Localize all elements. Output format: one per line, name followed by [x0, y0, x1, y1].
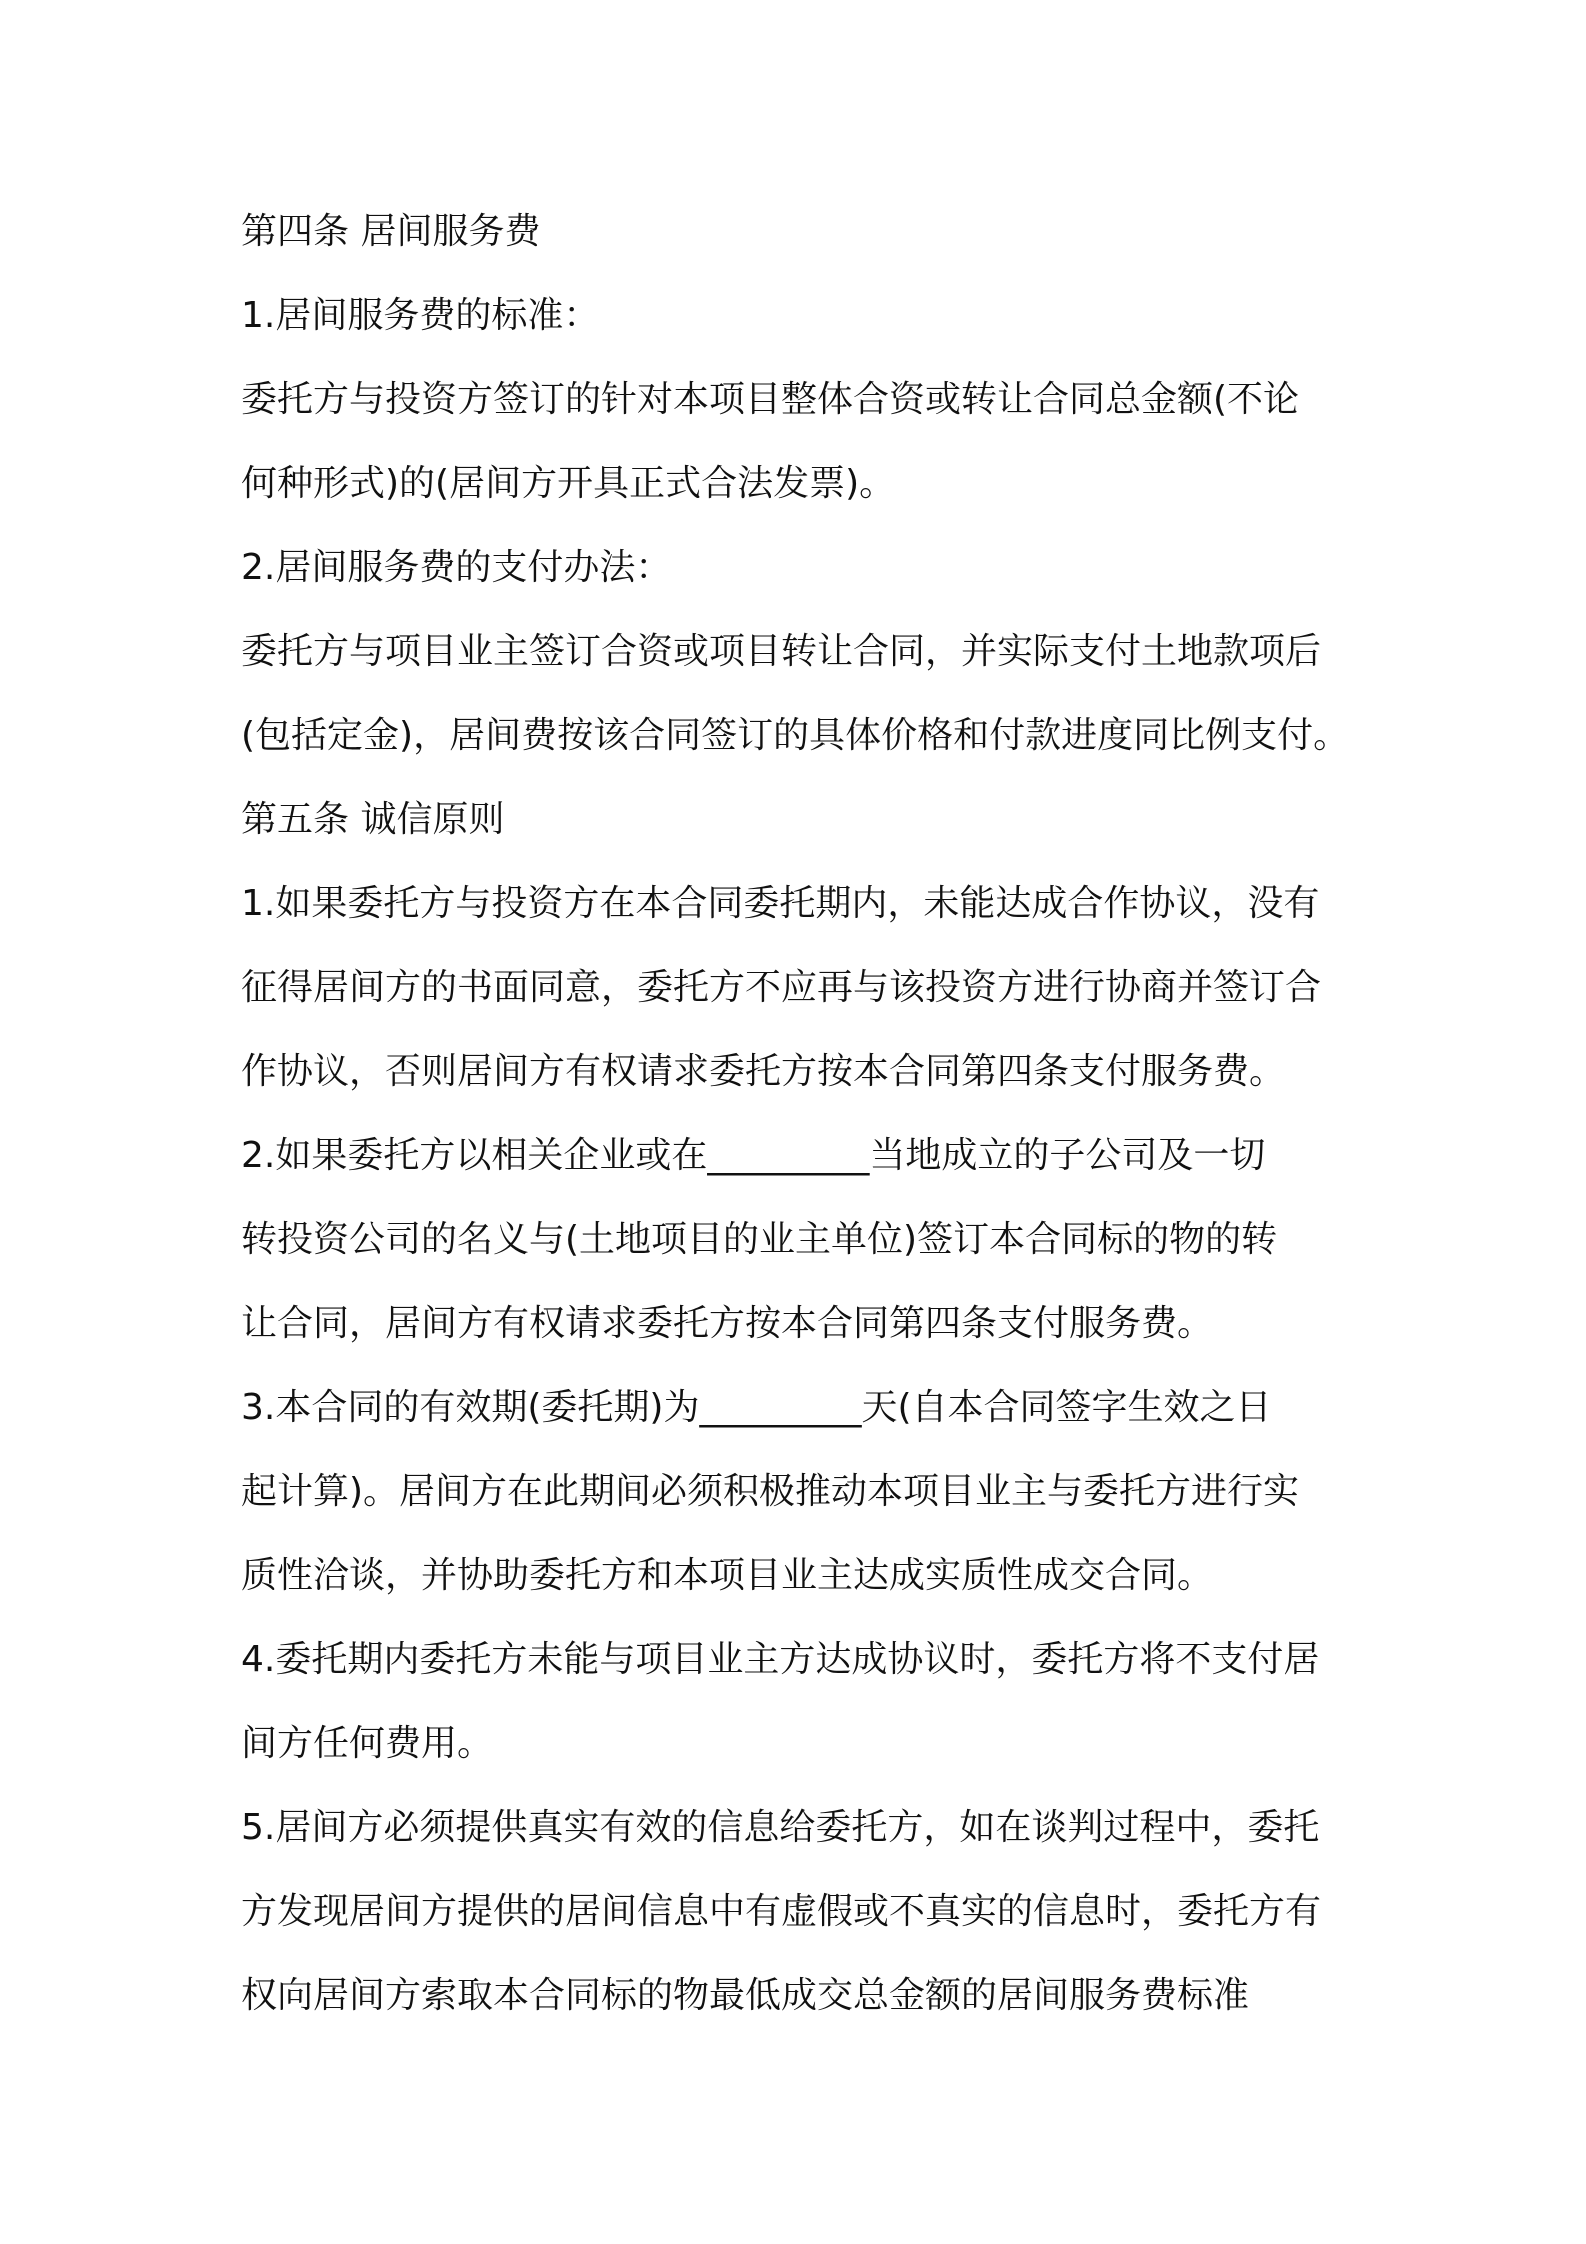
text-line: 方发现居间方提供的居间信息中有虚假或不真实的信息时，委托方有: [241, 1891, 1322, 1932]
text-line: 让合同，居间方有权请求委托方按本合同第四条支付服务费。: [241, 1303, 1214, 1344]
text-line: 委托方与项目业主签订合资或项目转让合同，并实际支付土地款项后: [241, 631, 1322, 672]
text-line: 5.居间方必须提供真实有效的信息给委托方，如在谈判过程中，委托: [241, 1807, 1320, 1848]
text-line: 1.如果委托方与投资方在本合同委托期内，未能达成合作协议，没有: [241, 883, 1320, 924]
clause-4-1-heading: 1.居间服务费的标准：: [241, 295, 600, 336]
article-4-heading: 第四条 居间服务费: [241, 211, 541, 252]
clause-4-2-heading: 2.居间服务费的支付办法：: [241, 547, 672, 588]
document-body: [241, 190, 1361, 2038]
text-line: 3.本合同的有效期(委托期)为_________天(自本合同签字生效之日: [241, 1387, 1272, 1428]
text-line: 起计算)。居间方在此期间必须积极推动本项目业主与委托方进行实: [241, 1471, 1300, 1512]
text-line: 权向居间方索取本合同标的物最低成交总金额的居间服务费标准: [241, 1975, 1250, 2016]
text-line: 4.委托期内委托方未能与项目业主方达成协议时，委托方将不支付居: [241, 1639, 1320, 1680]
text-line: 质性洽谈，并协助委托方和本项目业主达成实质性成交合同。: [241, 1555, 1214, 1596]
text-line: 2.如果委托方以相关企业或在_________当地成立的子公司及一切: [241, 1135, 1266, 1176]
text-line: 委托方与投资方签订的针对本项目整体合资或转让合同总金额(不论: [241, 379, 1300, 420]
text-line: 作协议，否则居间方有权请求委托方按本合同第四条支付服务费。: [241, 1051, 1286, 1092]
text-line: 征得居间方的书面同意，委托方不应再与该投资方进行协商并签订合: [241, 967, 1322, 1008]
text-line: 转投资公司的名义与(土地项目的业主单位)签订本合同标的物的转: [241, 1219, 1278, 1260]
text-line: 何种形式)的(居间方开具正式合法发票)。: [241, 463, 896, 504]
article-5-heading: 第五条 诚信原则: [241, 799, 505, 840]
text-line: 间方任何费用。: [241, 1723, 494, 1764]
text-line: (包括定金)，居间费按该合同签订的具体价格和付款进度同比例支付。: [241, 715, 1350, 756]
